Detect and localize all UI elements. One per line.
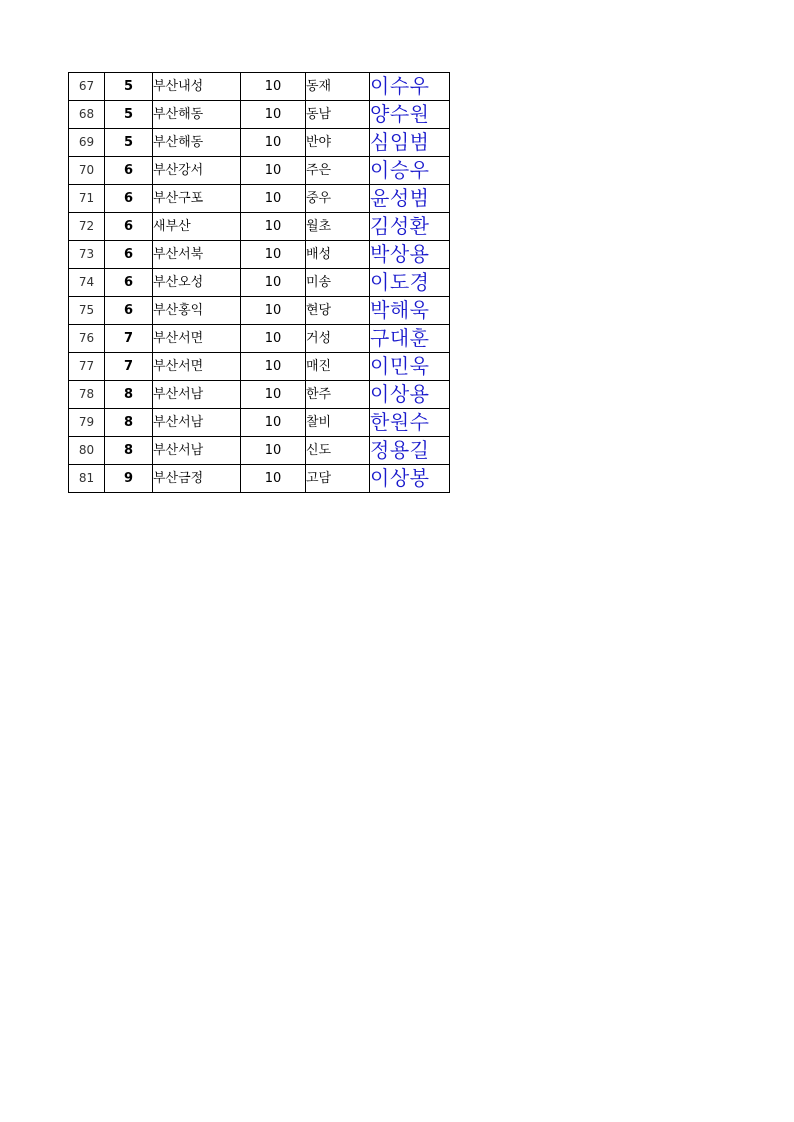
team-cell: 부산서면	[153, 325, 241, 353]
table-row	[69, 437, 450, 465]
title-cell: 배성	[306, 241, 370, 269]
table-row	[69, 325, 450, 353]
person-name-cell: 이민욱	[370, 353, 450, 381]
group-cell: 6	[105, 269, 153, 297]
group-cell: 8	[105, 381, 153, 409]
table-row	[69, 465, 450, 493]
title-cell: 거성	[306, 325, 370, 353]
title-cell: 고담	[306, 465, 370, 493]
team-cell: 부산서남	[153, 409, 241, 437]
title-cell: 미송	[306, 269, 370, 297]
group-cell: 5	[105, 129, 153, 157]
count-cell: 10	[241, 185, 306, 213]
group-cell: 5	[105, 101, 153, 129]
group-cell: 6	[105, 241, 153, 269]
count-cell: 10	[241, 101, 306, 129]
row-number-cell: 69	[69, 129, 105, 157]
person-name-cell: 이상용	[370, 381, 450, 409]
table-row	[69, 185, 450, 213]
group-cell: 7	[105, 325, 153, 353]
title-cell: 중우	[306, 185, 370, 213]
row-number-cell: 81	[69, 465, 105, 493]
row-number-cell: 75	[69, 297, 105, 325]
group-cell: 6	[105, 213, 153, 241]
group-cell: 6	[105, 185, 153, 213]
title-cell: 월초	[306, 213, 370, 241]
table-row	[69, 157, 450, 185]
table-row	[69, 297, 450, 325]
table-row	[69, 353, 450, 381]
person-name-cell: 심임범	[370, 129, 450, 157]
person-name-cell: 이승우	[370, 157, 450, 185]
count-cell: 10	[241, 437, 306, 465]
person-name-cell: 윤성범	[370, 185, 450, 213]
title-cell: 반야	[306, 129, 370, 157]
row-number-cell: 73	[69, 241, 105, 269]
count-cell: 10	[241, 129, 306, 157]
count-cell: 10	[241, 409, 306, 437]
group-cell: 9	[105, 465, 153, 493]
team-cell: 부산해동	[153, 101, 241, 129]
count-cell: 10	[241, 465, 306, 493]
row-number-cell: 70	[69, 157, 105, 185]
count-cell: 10	[241, 213, 306, 241]
person-name-cell: 이상봉	[370, 465, 450, 493]
team-cell: 부산강서	[153, 157, 241, 185]
team-cell: 부산서면	[153, 353, 241, 381]
group-cell: 8	[105, 409, 153, 437]
team-cell: 부산서북	[153, 241, 241, 269]
roster-table-body	[69, 73, 450, 493]
team-cell: 부산해동	[153, 129, 241, 157]
person-name-cell: 박상용	[370, 241, 450, 269]
title-cell: 동재	[306, 73, 370, 101]
group-cell: 7	[105, 353, 153, 381]
count-cell: 10	[241, 297, 306, 325]
group-cell: 6	[105, 297, 153, 325]
title-cell: 한주	[306, 381, 370, 409]
table-row	[69, 269, 450, 297]
row-number-cell: 67	[69, 73, 105, 101]
row-number-cell: 74	[69, 269, 105, 297]
table-row	[69, 241, 450, 269]
row-number-cell: 68	[69, 101, 105, 129]
count-cell: 10	[241, 157, 306, 185]
team-cell: 새부산	[153, 213, 241, 241]
table-row	[69, 73, 450, 101]
team-cell: 부산오성	[153, 269, 241, 297]
count-cell: 10	[241, 325, 306, 353]
count-cell: 10	[241, 353, 306, 381]
group-cell: 5	[105, 73, 153, 101]
title-cell: 찰비	[306, 409, 370, 437]
group-cell: 6	[105, 157, 153, 185]
title-cell: 동남	[306, 101, 370, 129]
row-number-cell: 72	[69, 213, 105, 241]
row-number-cell: 78	[69, 381, 105, 409]
row-number-cell: 71	[69, 185, 105, 213]
person-name-cell: 정용길	[370, 437, 450, 465]
title-cell: 신도	[306, 437, 370, 465]
title-cell: 주은	[306, 157, 370, 185]
table-row	[69, 409, 450, 437]
person-name-cell: 양수원	[370, 101, 450, 129]
row-number-cell: 76	[69, 325, 105, 353]
person-name-cell: 이수우	[370, 73, 450, 101]
count-cell: 10	[241, 73, 306, 101]
team-cell: 부산금정	[153, 465, 241, 493]
count-cell: 10	[241, 241, 306, 269]
roster-table	[68, 72, 450, 493]
team-cell: 부산서남	[153, 381, 241, 409]
person-name-cell: 한원수	[370, 409, 450, 437]
count-cell: 10	[241, 381, 306, 409]
team-cell: 부산서남	[153, 437, 241, 465]
person-name-cell: 구대훈	[370, 325, 450, 353]
person-name-cell: 이도경	[370, 269, 450, 297]
team-cell: 부산내성	[153, 73, 241, 101]
table-row	[69, 129, 450, 157]
title-cell: 매진	[306, 353, 370, 381]
table-row	[69, 381, 450, 409]
count-cell: 10	[241, 269, 306, 297]
team-cell: 부산구포	[153, 185, 241, 213]
row-number-cell: 79	[69, 409, 105, 437]
team-cell: 부산홍익	[153, 297, 241, 325]
group-cell: 8	[105, 437, 153, 465]
row-number-cell: 77	[69, 353, 105, 381]
table-row	[69, 101, 450, 129]
row-number-cell: 80	[69, 437, 105, 465]
title-cell: 현당	[306, 297, 370, 325]
table-row	[69, 213, 450, 241]
person-name-cell: 박해욱	[370, 297, 450, 325]
person-name-cell: 김성환	[370, 213, 450, 241]
